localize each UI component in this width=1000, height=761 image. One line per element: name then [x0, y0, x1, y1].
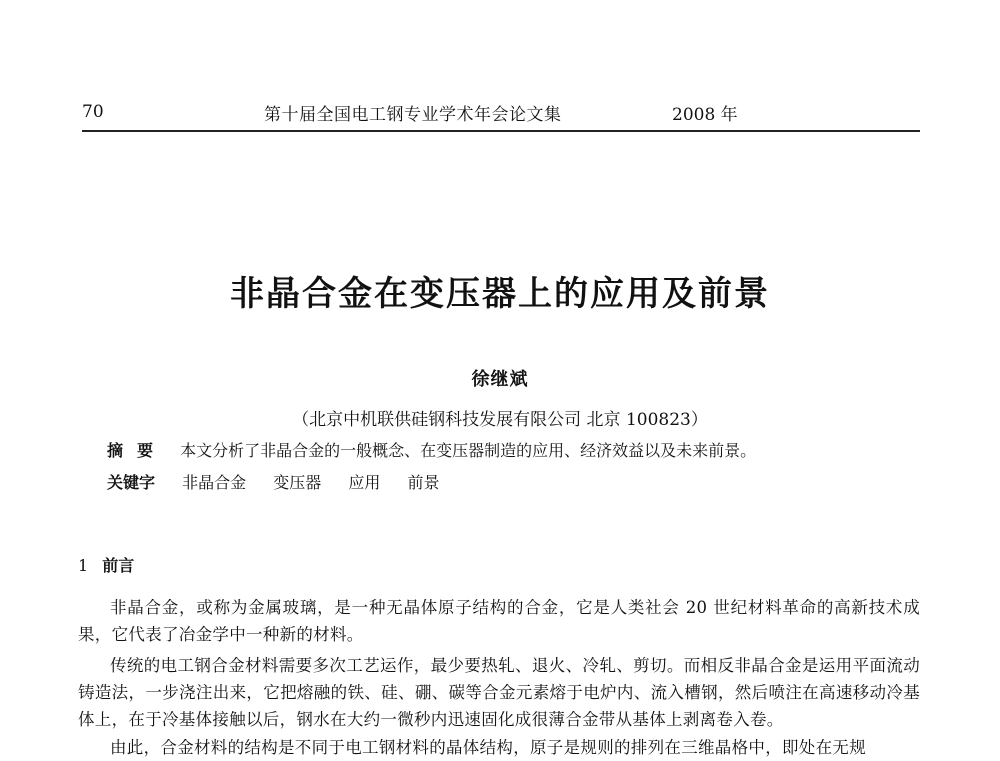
abstract-label: 摘要	[107, 441, 168, 460]
article-author: 徐继斌	[471, 369, 529, 390]
keywords-label: 关键字	[107, 473, 156, 492]
abstract	[107, 438, 756, 461]
body-paragraph: 传统的电工钢合金材料需要多次工艺运作，最少要热轧、退火、冷轧、剪切。而相反非晶合金是运用平面流动铸造法，一步浇注出来，它把熔融的铁、硅、硼、碳等合金元素熔于电炉内、流入槽钢，然后喷注在高速移动冷基体上，在于冷基体接触以后，钢水在大约一微秒内迅速固化成很薄合金带从基体上剥离卷入卷。	[78, 656, 920, 729]
keyword: 变压器	[273, 473, 322, 492]
author-affiliation: （北京中机联供硅钢科技发展有限公司 北京 100823）	[292, 410, 708, 430]
page-number: 70	[82, 102, 104, 122]
abstract-text: 本文分析了非晶合金的一般概念、在变压器制造的应用、经济效益以及未来前景。	[180, 441, 757, 460]
keyword: 非晶合金	[182, 473, 247, 492]
keyword: 前景	[407, 473, 440, 492]
article-title: 非晶合金在变压器上的应用及前景	[230, 274, 770, 314]
body-paragraph: 非晶合金，或称为金属玻璃，是一种无晶体原子结构的合金，它是人类社会 20 世纪材料革命的高新技术成果，它代表了冶金学中一种新的材料。	[78, 598, 920, 644]
running-header	[82, 96, 920, 132]
proceedings-year: 2008 年	[672, 105, 738, 125]
section-title: 前言	[102, 556, 135, 575]
proceedings-title: 第十届全国电工钢专业学术年会论文集	[264, 105, 562, 125]
keyword: 应用	[348, 473, 381, 492]
section-number: 1	[78, 556, 89, 575]
body-paragraph: 由此，合金材料的结构是不同于电工钢材料的晶体结构，原子是规则的排列在三维晶格中，即处在无规	[110, 738, 866, 757]
section-heading	[78, 553, 134, 576]
keywords	[107, 470, 461, 493]
